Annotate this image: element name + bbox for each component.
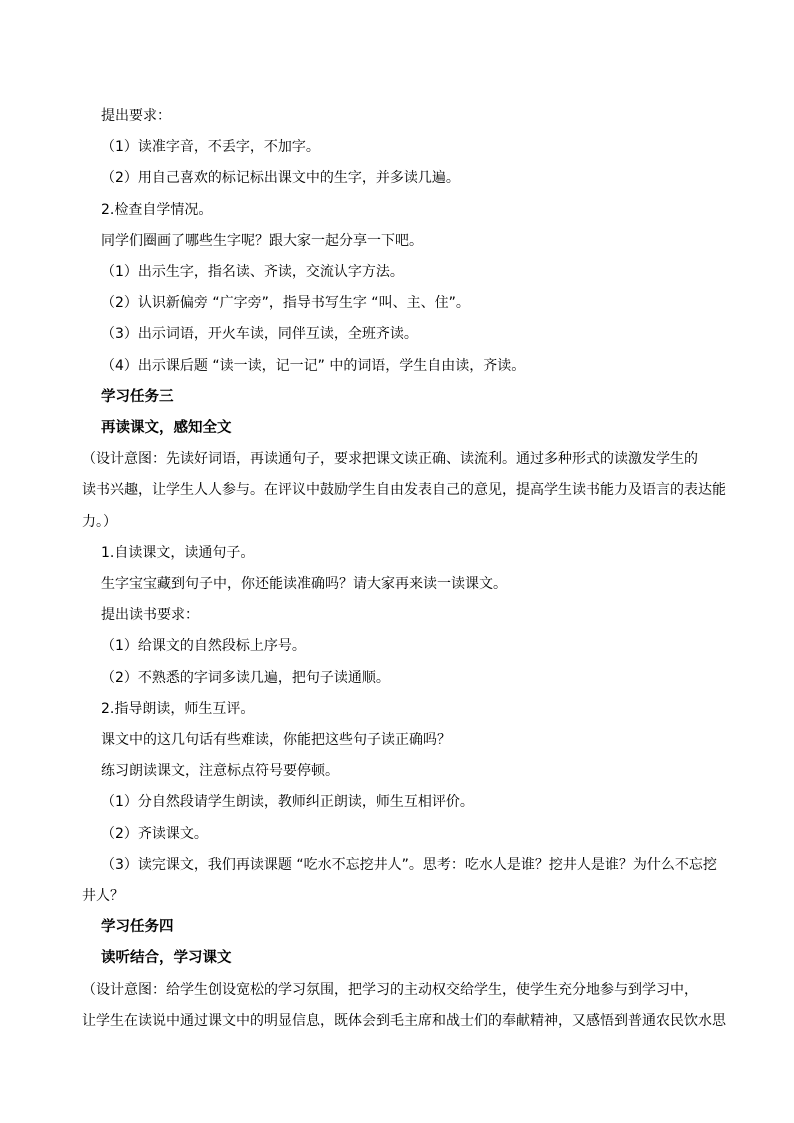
- list-item: （2）不熟悉的字词多读几遍，把句子读通顺。: [101, 669, 390, 686]
- step-heading: 1.自读课文，读通句子。: [101, 544, 255, 561]
- step-heading: 2.检查自学情况。: [101, 201, 213, 218]
- section-subtitle-task3: 再读课文，感知全文: [101, 420, 232, 437]
- section-title-task4: 学习任务四: [101, 919, 174, 936]
- design-intent-line: （设计意图：给学生创设宽松的学习氛围，把学习的主动权交给学生，使学生充分地参与到学习中，: [82, 981, 698, 998]
- paragraph-text: 练习朗读课文，注意标点符号要停顿。: [101, 763, 339, 780]
- requirement-heading: 提出要求：: [101, 108, 171, 124]
- paragraph-text: 提出读书要求：: [101, 607, 199, 624]
- paragraph-text: 生字宝宝藏到句子中，你还能读准确吗？请大家再来读一读课文。: [101, 576, 507, 593]
- list-item: （2）认识新偏旁 “广字旁”，指导书写生字 “叫、主、住”。: [101, 295, 470, 312]
- requirement-item: （1）读准字音，不丢字，不加字。: [101, 139, 320, 156]
- question-line: 井人？: [82, 888, 124, 905]
- list-item: （2）齐读课文。: [101, 825, 208, 842]
- list-item: （1）给课文的自然段标上序号。: [101, 638, 306, 655]
- list-item: （3）出示词语，开火车读，同伴互读，全班齐读。: [101, 326, 418, 343]
- requirement-item: （2）用自己喜欢的标记标出课文中的生字，并多读几遍。: [101, 170, 460, 187]
- list-item: （1）出示生字，指名读、齐读，交流认字方法。: [101, 264, 404, 281]
- design-intent-line: 让学生在读说中通过课文中的明显信息，既体会到毛主席和战士们的奉献精神，又感悟到普通农民饮水思: [82, 1012, 726, 1029]
- paragraph-text: 同学们圈画了哪些生字呢？跟大家一起分享一下吧。: [101, 232, 423, 249]
- section-subtitle-task4: 读听结合，学习课文: [101, 950, 232, 967]
- list-item: （4）出示课后题 “读一读，记一记” 中的词语，学生自由读，齐读。: [101, 357, 526, 374]
- document-body: [82, 101, 726, 1037]
- design-intent-line: （设计意图：先读好词语，再读通句子，要求把课文读正确、读流利。通过多种形式的读激发学生的: [82, 451, 698, 468]
- question-line: （3）读完课文，我们再读课题 “吃水不忘挖井人”。思考：吃水人是谁？挖井人是谁？为什么不忘挖: [101, 856, 717, 873]
- design-intent-line: 力。）: [82, 513, 117, 530]
- design-intent-line: 读书兴趣，让学生人人参与。在评议中鼓励学生自由发表自己的意见，提高学生读书能力及语言的表达能: [82, 482, 726, 499]
- list-item: （1）分自然段请学生朗读，教师纠正朗读，师生互相评价。: [101, 794, 474, 811]
- section-title-task3: 学习任务三: [101, 388, 174, 405]
- paragraph-text: 课文中的这几句话有些难读，你能把这些句子读正确吗？: [101, 732, 451, 749]
- step-heading: 2.指导朗读，师生互评。: [101, 700, 255, 717]
